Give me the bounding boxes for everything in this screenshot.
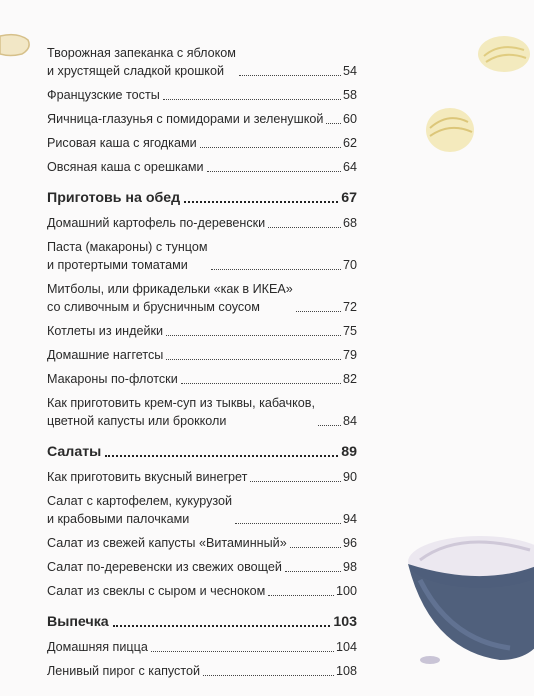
dot-leader	[166, 335, 341, 336]
toc-entry-page: 54	[342, 64, 357, 78]
toc-section-heading[interactable]	[47, 612, 357, 632]
dot-leader	[296, 311, 341, 312]
dot-leader	[268, 595, 334, 596]
section-page: 89	[341, 444, 357, 460]
toc-entry-page: 82	[342, 372, 357, 386]
toc-entry[interactable]	[47, 394, 357, 430]
toc-entry-title: Французские тосты	[47, 88, 160, 102]
dot-leader	[268, 227, 341, 228]
toc-entry[interactable]	[47, 534, 357, 552]
toc-entry-page: 75	[342, 324, 357, 338]
dot-leader	[200, 147, 341, 148]
toc-entry-page: 104	[335, 640, 357, 654]
toc-entry-page: 96	[342, 536, 357, 550]
dot-leader	[151, 651, 334, 652]
toc-entry[interactable]	[47, 370, 357, 388]
toc-entry-title: Яичница-глазунья с помидорами и зеленушкой	[47, 112, 324, 126]
toc-entry-page: 108	[335, 664, 357, 678]
toc-entry[interactable]	[47, 558, 357, 576]
toc-entry-page: 64	[342, 160, 357, 174]
toc-entry[interactable]	[47, 134, 357, 152]
table-of-contents	[47, 44, 357, 680]
toc-entry-page: 62	[342, 136, 357, 150]
butter-curl-illustration	[470, 20, 534, 84]
toc-entry-title: Домашний картофель по-деревенски	[47, 216, 266, 230]
dot-leader	[326, 123, 341, 124]
section-title: Салаты	[47, 444, 102, 460]
toc-entry[interactable]	[47, 582, 357, 600]
dot-leader	[211, 269, 341, 270]
toc-entry-title: Салат с картофелем, кукурузой и крабовыми палочками	[47, 494, 233, 526]
section-page: 103	[333, 614, 357, 630]
toc-entry-title: Паста (макароны) с тунцом и протертыми томатами	[47, 240, 208, 272]
toc-entry[interactable]	[47, 468, 357, 486]
toc-entry[interactable]	[47, 492, 357, 528]
dot-leader	[318, 425, 341, 426]
dot-leader	[163, 99, 341, 100]
toc-entry-page: 100	[335, 584, 357, 598]
toc-entry-page: 60	[342, 112, 357, 126]
dot-leader	[285, 571, 341, 572]
toc-entry[interactable]	[47, 110, 357, 128]
toc-entry[interactable]	[47, 638, 357, 656]
toc-entry[interactable]	[47, 44, 357, 80]
dot-leader	[113, 625, 331, 627]
toc-entry-title: Как приготовить вкусный винегрет	[47, 470, 248, 484]
toc-entry-page: 98	[342, 560, 357, 574]
toc-entry-title: Ленивый пирог с капустой	[47, 664, 201, 678]
section-page: 67	[341, 190, 357, 206]
toc-entry-page: 68	[342, 216, 357, 230]
toc-entry-title: Салат из свежей капусты «Витаминный»	[47, 536, 287, 550]
dot-leader	[207, 171, 341, 172]
toc-entry[interactable]	[47, 346, 357, 364]
toc-entry-page: 58	[342, 88, 357, 102]
toc-entry-title: Как приготовить крем-суп из тыквы, кабачков, цветной капусты или брокколи	[47, 396, 315, 428]
bread-slice-illustration	[0, 30, 36, 60]
dot-leader	[250, 481, 341, 482]
toc-entry[interactable]	[47, 280, 357, 316]
toc-entry-page: 79	[342, 348, 357, 362]
dot-leader	[166, 359, 341, 360]
toc-entry-page: 72	[342, 300, 357, 314]
toc-entry-title: Домашние наггетсы	[47, 348, 164, 362]
toc-section-heading[interactable]	[47, 188, 357, 208]
toc-entry-page: 94	[342, 512, 357, 526]
toc-entry[interactable]	[47, 238, 357, 274]
toc-entry-title: Домашняя пицца	[47, 640, 148, 654]
toc-entry-page: 90	[342, 470, 357, 484]
toc-entry-page: 70	[342, 258, 357, 272]
dot-leader	[290, 547, 341, 548]
toc-entry-title: Митболы, или фрикадельки «как в ИКЕА» со сливочным и брусничным соусом	[47, 282, 293, 314]
dot-leader	[235, 523, 341, 524]
section-title: Приготовь на обед	[47, 190, 181, 206]
toc-entry-title: Творожная запеканка с яблоком и хрустящей сладкой крошкой	[47, 46, 236, 78]
dot-leader	[239, 75, 341, 76]
toc-entry-title: Макароны по-флотски	[47, 372, 178, 386]
sour-cream-bowl-illustration	[390, 520, 534, 670]
dot-leader	[203, 675, 334, 676]
toc-entry-title: Овсяная каша с орешками	[47, 160, 204, 174]
butter-curl-illustration	[420, 100, 480, 160]
section-title: Выпечка	[47, 614, 109, 630]
dot-leader	[181, 383, 341, 384]
toc-entry[interactable]	[47, 322, 357, 340]
toc-entry[interactable]	[47, 662, 357, 680]
toc-entry-title: Салат из свеклы с сыром и чесноком	[47, 584, 266, 598]
toc-entry[interactable]	[47, 214, 357, 232]
dot-leader	[184, 201, 338, 203]
toc-entry[interactable]	[47, 86, 357, 104]
toc-entry-title: Рисовая каша с ягодками	[47, 136, 197, 150]
dot-leader	[105, 455, 338, 457]
toc-entry[interactable]	[47, 158, 357, 176]
toc-entry-title: Салат по-деревенски из свежих овощей	[47, 560, 282, 574]
toc-entry-page: 84	[342, 414, 357, 428]
toc-entry-title: Котлеты из индейки	[47, 324, 164, 338]
toc-section-heading[interactable]	[47, 442, 357, 462]
